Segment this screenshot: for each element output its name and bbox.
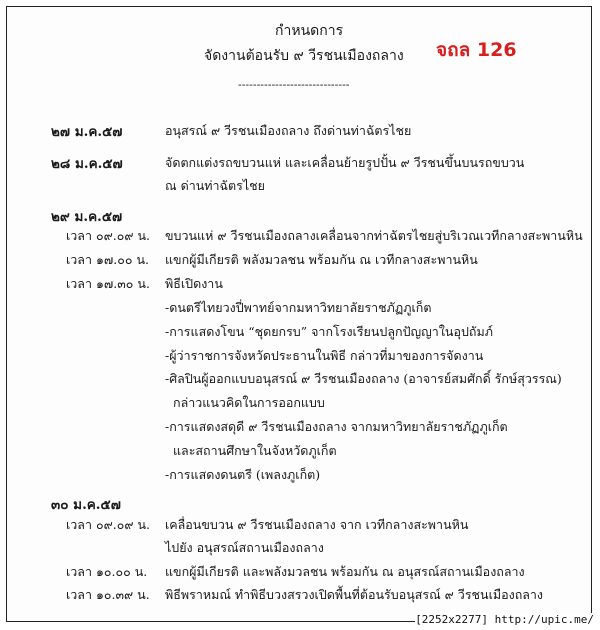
- document-subtitle: จัดงานต้อนรับ ๙ วีรชนเมืองถลาง: [204, 48, 404, 64]
- day-3-date: ๒๙ ม.ค.๕๗: [51, 209, 123, 225]
- day-4-item: ไปยัง อนุสรณ์สถานเมืองถลาง: [165, 540, 324, 555]
- image-size-watermark: [2252x2277] http://upic.me/: [415, 613, 594, 626]
- day-4-time: เวลา ๑๐.๐๐ น.: [66, 564, 148, 579]
- day-3-time: เวลา ๐๙.๐๙ น.: [66, 228, 150, 243]
- day-3-time: เวลา ๑๗.๐๐ น.: [66, 252, 150, 267]
- ceremony-subitem: -การแสดงโขน “ชุดยกรบ” จากโรงเรียนปลูกปัญญาในอุปถัมภ์: [165, 324, 493, 339]
- ceremony-subitem: -ศิลปินผู้ออกแบบอนุสรณ์ ๙ วีรชนเมืองถลาง (อาจารย์สมศักดิ์ รักษ์สุวรรณ): [165, 371, 562, 386]
- ceremony-subitem: และสถานศึกษาในจังหวัดภูเก็ต: [173, 443, 337, 458]
- ceremony-subitem: -การแสดงสดุดี ๙ วีรชนเมืองถลาง จากมหาวิทยาลัยราชภัฏภูเก็ต: [165, 419, 508, 434]
- document-frame: [6, 6, 592, 622]
- day-4-item: พิธีพราหมณ์ ทำพิธีบวงสรวงเปิดพื้นที่ต้อนรับอนุสรณ์ ๙ วีรชนเมืองถลาง: [165, 587, 544, 602]
- day-3-item: พิธีเปิดงาน: [165, 276, 223, 291]
- ceremony-subitem: กล่าวแนวคิดในการออกแบบ: [173, 395, 325, 410]
- day-2-line: ณ ด่านท่าฉัตรไชย: [165, 178, 265, 193]
- ceremony-subitem: -ดนตรีไทยวงปี่พาทย์จากมหาวิทยาลัยราชภัฏภูเก็ต: [165, 300, 432, 315]
- day-3-time: เวลา ๑๗.๓๐ น.: [66, 276, 150, 291]
- day-3-item: ขบวนแห่ ๙ วีรชนเมืองถลางเคลื่อนจากท่าฉัตรไชยสู่บริเวณเวทีกลางสะพานหิน: [165, 228, 583, 243]
- ceremony-subitem: -การแสดงดนตรี (เพลงภูเก็ต): [165, 467, 321, 482]
- day-4-item: เคลื่อนขบวน ๙ วีรชนเมืองถลาง จาก เวทีกลางสะพานหิน: [165, 517, 469, 532]
- day-4-time: เวลา ๐๙.๐๙ น.: [66, 517, 150, 532]
- document-title: กำหนดการ: [275, 23, 344, 39]
- day-1-date: ๒๗ ม.ค.๕๗: [51, 124, 123, 140]
- header-rule: ------------------------------: [238, 78, 350, 91]
- day-2-date: ๒๘ ม.ค.๕๗: [51, 156, 123, 172]
- day-4-item: แขกผู้มีเกียรติ และพลังมวลชน พร้อมกัน ณ อนุสรณ์สถานเมืองถลาง: [165, 564, 525, 579]
- ceremony-subitem: -ผู้ว่าราชการจังหวัดประธานในพิธี กล่าวที่มาของการจัดงาน: [165, 348, 484, 363]
- day-4-time: เวลา ๑๐.๓๙ น.: [66, 587, 150, 602]
- day-2-line: จัดตกแต่งรถขบวนแห่ และเคลื่อนย้ายรูปปั้น ๙ วีรชนขึ้นบนรถขบวน: [165, 155, 525, 170]
- document-code: จถล 126: [436, 39, 517, 61]
- day-3-item: แขกผู้มีเกียรติ พลังมวลชน พร้อมกัน ณ เวทีกลางสะพานหิน: [165, 252, 478, 267]
- day-1-line: อนุสรณ์ ๙ วีรชนเมืองถลาง ถึงด่านท่าฉัตรไชย: [165, 123, 412, 138]
- day-4-date: ๓๐ ม.ค.๕๗: [51, 497, 121, 513]
